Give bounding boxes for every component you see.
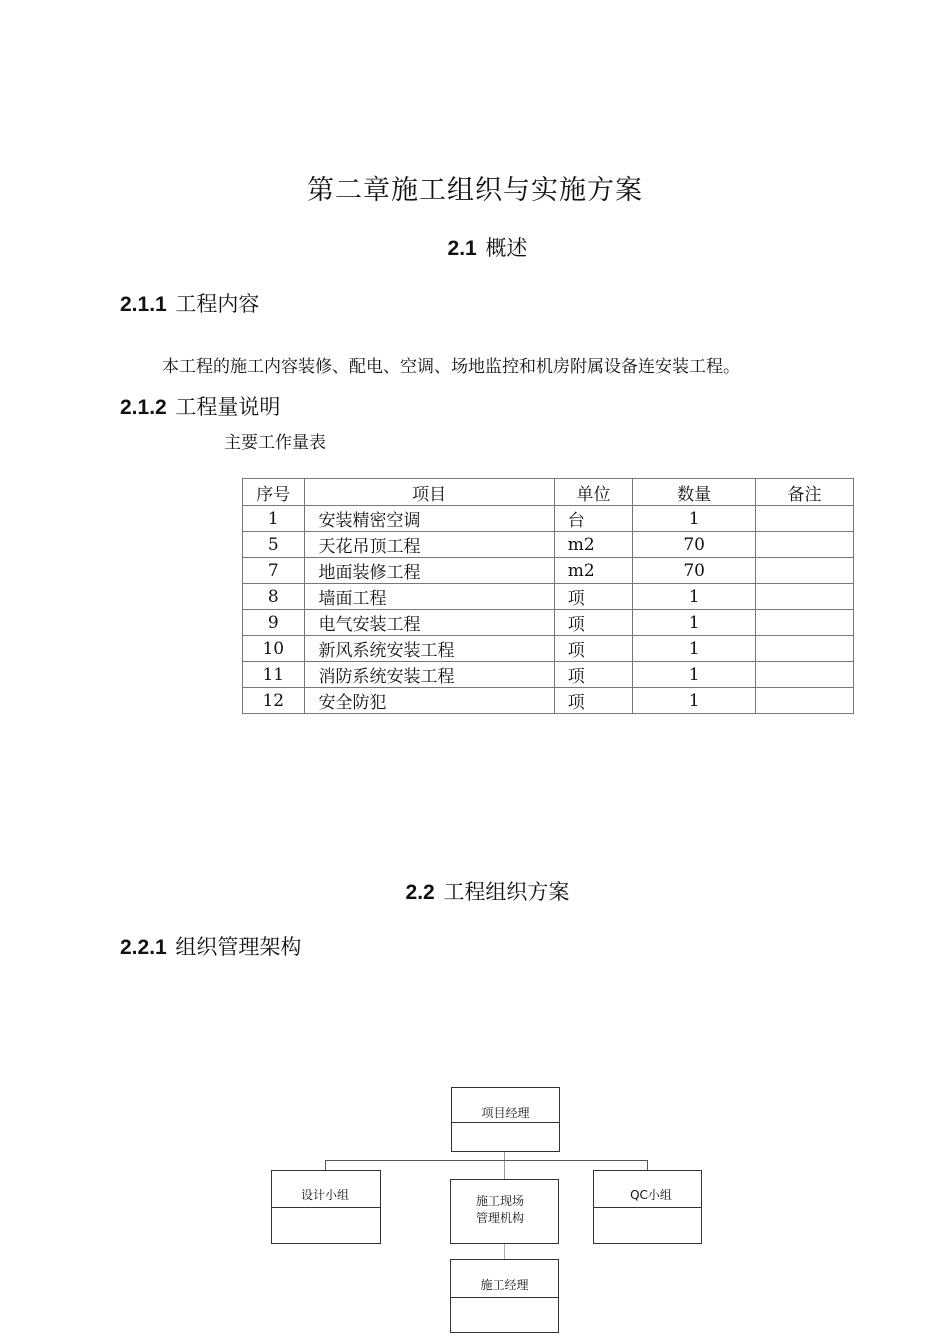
- header-item: 项目: [304, 479, 554, 506]
- cell-item: 安全防犯: [304, 688, 554, 714]
- cell-unit: 项: [554, 636, 633, 662]
- section-2-2-heading: [0, 876, 950, 906]
- table-row: [243, 506, 854, 532]
- org-box-construction-manager: [450, 1259, 559, 1333]
- table-row: [243, 688, 854, 714]
- header-note: 备注: [756, 479, 854, 506]
- org-connector-horizontal: [325, 1160, 648, 1161]
- cell-item: 天花吊顶工程: [304, 532, 554, 558]
- section-2-1-1-heading: [120, 288, 259, 318]
- table-caption: 主要工作量表: [224, 433, 326, 453]
- cell-no: 1: [243, 506, 305, 532]
- cell-note: [756, 688, 854, 714]
- org-label: 设计小组: [300, 1188, 349, 1202]
- section-2-2-1-heading: [120, 931, 301, 961]
- table-header-row: [243, 479, 854, 506]
- cell-qty: 1: [633, 506, 756, 532]
- table-row: [243, 532, 854, 558]
- chapter-title: 第二章施工组织与实施方案: [307, 175, 643, 206]
- cell-note: [756, 506, 854, 532]
- cell-item: 消防系统安装工程: [304, 662, 554, 688]
- org-box-divider: [594, 1207, 701, 1208]
- cell-unit: 台: [554, 506, 633, 532]
- table-row: [243, 584, 854, 610]
- section-title: 概述: [485, 236, 528, 260]
- org-box-project-manager: [451, 1087, 560, 1152]
- cell-no: 8: [243, 584, 305, 610]
- org-box-design-team: [271, 1170, 381, 1244]
- section-title: 工程量说明: [175, 395, 281, 419]
- cell-no: 9: [243, 610, 305, 636]
- cell-note: [756, 636, 854, 662]
- cell-item: 墙面工程: [304, 584, 554, 610]
- org-label: 施工现场: [475, 1194, 524, 1208]
- cell-item: 新风系统安装工程: [304, 636, 554, 662]
- cell-qty: 70: [633, 558, 756, 584]
- cell-note: [756, 584, 854, 610]
- cell-qty: 1: [633, 610, 756, 636]
- cell-note: [756, 610, 854, 636]
- section-title: 工程组织方案: [443, 880, 570, 904]
- org-box-divider: [272, 1207, 380, 1208]
- cell-qty: 1: [633, 584, 756, 610]
- section-number: 2.1.2: [120, 396, 167, 419]
- org-connector-left: [325, 1160, 326, 1170]
- table-row: [243, 558, 854, 584]
- cell-no: 11: [243, 662, 305, 688]
- section-title: 工程内容: [175, 292, 260, 316]
- cell-qty: 1: [633, 688, 756, 714]
- cell-no: 12: [243, 688, 305, 714]
- org-box-qc-team: [593, 1170, 702, 1244]
- cell-qty: 1: [633, 636, 756, 662]
- org-box-site-management: [450, 1179, 559, 1244]
- org-connector-vertical-bottom: [504, 1243, 505, 1259]
- header-no: 序号: [243, 479, 305, 506]
- cell-no: 10: [243, 636, 305, 662]
- section-number: 2.2: [405, 881, 435, 904]
- cell-no: 5: [243, 532, 305, 558]
- cell-item: 电气安装工程: [304, 610, 554, 636]
- section-number: 2.1: [447, 237, 477, 260]
- org-connector-right: [647, 1160, 648, 1170]
- workload-table: [242, 478, 854, 714]
- section-title: 组织管理架构: [175, 935, 302, 959]
- scope-paragraph: 本工程的施工内容装修、配电、空调、场地监控和机房附属设备连安装工程。: [162, 357, 740, 377]
- table-row: [243, 662, 854, 688]
- cell-note: [756, 558, 854, 584]
- org-label: 管理机构: [475, 1211, 524, 1225]
- org-box-divider: [451, 1297, 558, 1298]
- section-2-1-heading: [0, 232, 950, 262]
- cell-unit: 项: [554, 688, 633, 714]
- table-row: [243, 610, 854, 636]
- cell-unit: 项: [554, 584, 633, 610]
- cell-unit: m2: [554, 532, 633, 558]
- cell-item: 安装精密空调: [304, 506, 554, 532]
- cell-item: 地面装修工程: [304, 558, 554, 584]
- cell-unit: 项: [554, 610, 633, 636]
- section-number: 2.1.1: [120, 293, 167, 316]
- cell-note: [756, 662, 854, 688]
- header-qty: 数量: [633, 479, 756, 506]
- section-number: 2.2.1: [120, 936, 167, 959]
- header-unit: 单位: [554, 479, 633, 506]
- org-box-divider: [452, 1122, 559, 1123]
- cell-note: [756, 532, 854, 558]
- org-label: 施工经理: [480, 1278, 529, 1292]
- cell-unit: 项: [554, 662, 633, 688]
- section-2-1-2-heading: [120, 391, 280, 421]
- cell-no: 7: [243, 558, 305, 584]
- org-label: 项目经理: [481, 1106, 530, 1120]
- cell-qty: 70: [633, 532, 756, 558]
- org-label: QC小组: [630, 1188, 672, 1202]
- cell-unit: m2: [554, 558, 633, 584]
- cell-qty: 1: [633, 662, 756, 688]
- org-connector-vertical-top: [504, 1151, 505, 1179]
- table-row: [243, 636, 854, 662]
